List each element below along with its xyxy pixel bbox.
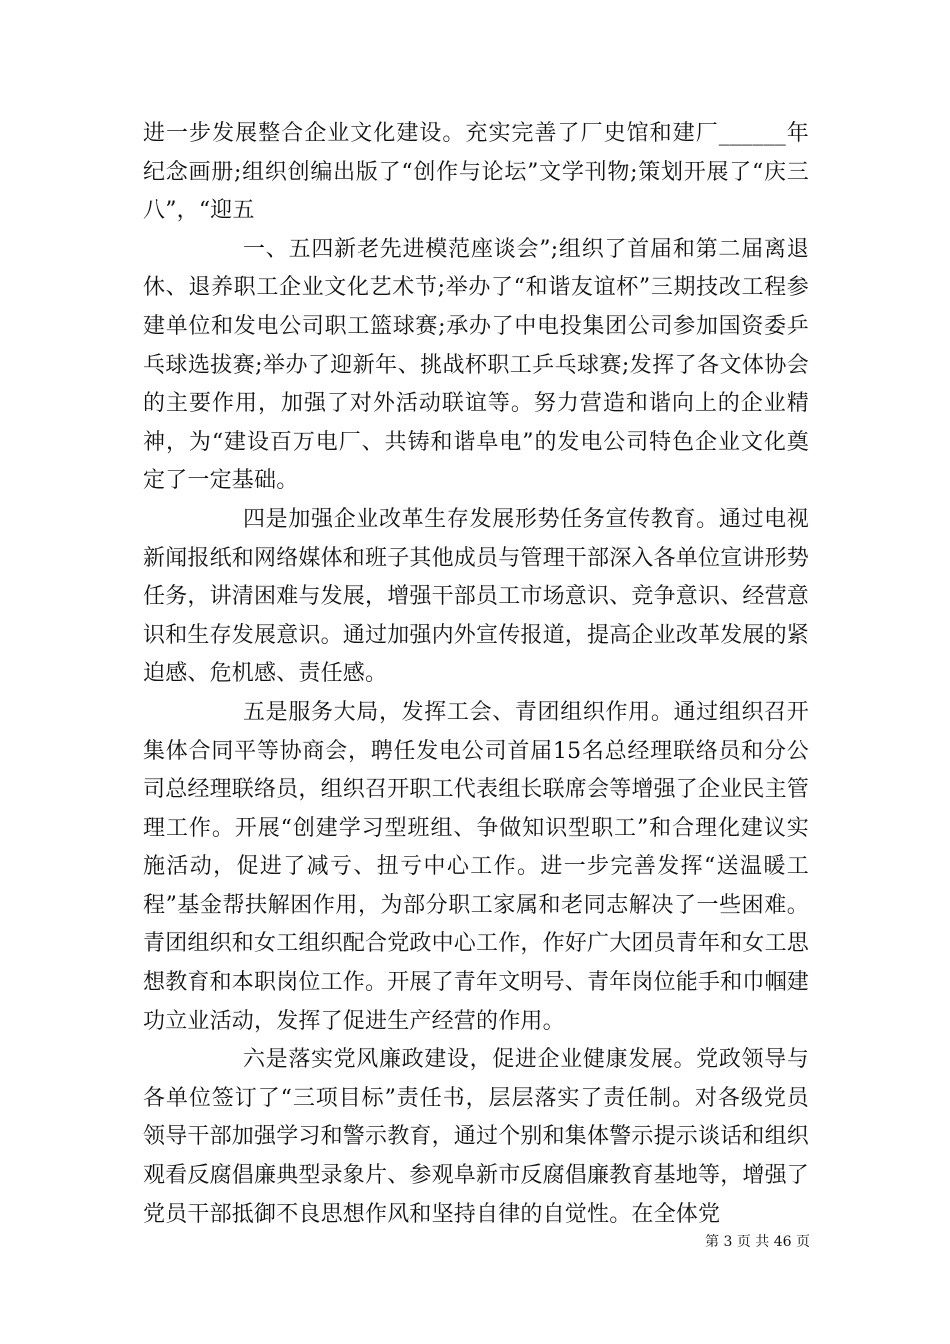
paragraph-5: 六是落实党风廉政建设，促进企业健康发展。党政领导与各单位签订了“三项目标”责任书，层层落实了责任制。对各级党员领导干部加强学习和警示教育，通过个别和集体警示提示谈话和组织观看反腐倡廉典型录象片、参观阜新市反腐倡廉教育基地等，增强了党员干部抵御不良思想作风和坚持自律的自觉性。在全体党 — [143, 1047, 810, 1227]
paragraph-4: 五是服务大局，发挥工会、青团组织作用。通过组织召开集体合同平等协商会，聘任发电公司首届15名总经理联络员和分公司总经理联络员，组织召开职工代表组长联席会等增强了企业民主管理工作。开展“创建学习型班组、争做知识型职工”和合理化建议实施活动，促进了减亏、扭亏中心工作。进一步完善发挥“送温暖工程”基金帮扶解困作用，为部分职工家属和老同志解决了一些困难。青团组织和女工组织配合党政中心工作，作好广大团员青年和女工思想教育和本职岗位工作。开展了青年文明号、青年岗位能手和巾帼建功立业活动，发挥了促进生产经营的作用。 — [143, 699, 810, 1034]
paragraph-1: 进一步发展整合企业文化建设。充实完善了厂史馆和建厂______年纪念画册;组织创编出版了“创作与论坛”文学刊物;策划开展了“庆三八”，“迎五 — [143, 121, 809, 224]
paragraph-3: 四是加强企业改革生存发展形势任务宣传教育。通过电视新闻报纸和网络媒体和班子其他成员与管理干部深入各单位宣讲形势任务，讲清困难与发展，增强干部员工市场意识、竞争意识、经营意识和生存发展意识。通过加强内外宣传报道，提高企业改革发展的紧迫感、危机感、责任感。 — [143, 506, 810, 687]
document-body — [143, 115, 809, 1234]
page-number-footer: 第 3 页 共 46 页 — [705, 1234, 810, 1250]
paragraph-2: 一、五四新老先进模范座谈会”;组织了首届和第二届离退休、退养职工企业文化艺术节;举办了“和谐友谊杯”三期技改工程参建单位和发电公司职工篮球赛;承办了中电投集团公司参加国资委乒乓球选拔赛;举办了迎新年、挑战杯职工乒乓球赛;发挥了各文体协会的主要作用，加强了对外活动联谊等。努力营造和谐向上的企业精神，为“建设百万电厂、共铸和谐阜电”的发电公司特色企业文化奠定了一定基础。 — [143, 236, 809, 494]
